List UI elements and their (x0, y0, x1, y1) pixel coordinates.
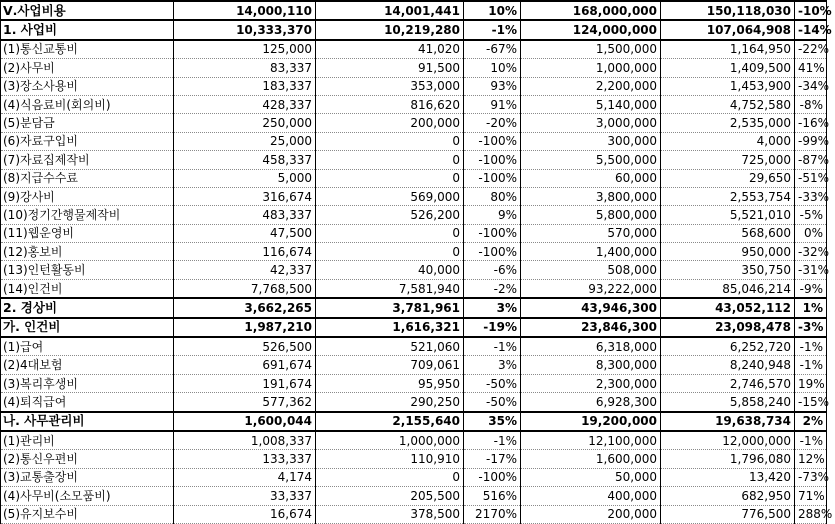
cell-row-label[interactable]: (4)퇴직급여 (1, 393, 174, 412)
table-row[interactable] (1, 206, 827, 224)
cell-value-3[interactable]: 124,000,000 (521, 20, 661, 39)
cell-row-label[interactable]: (8)지급수수료 (1, 169, 174, 187)
cell-value-4[interactable]: 682,950 (661, 487, 795, 505)
budget-table-body (1, 1, 833, 523)
cell-value-3[interactable]: 8,300,000 (521, 356, 661, 374)
table-row[interactable] (1, 356, 827, 374)
cell-percent-1[interactable]: 91% (464, 95, 521, 113)
cell-value-1[interactable]: 7,768,500 (174, 279, 316, 298)
cell-value-3[interactable]: 2,200,000 (521, 77, 661, 95)
cell-percent-2[interactable]: -10% (795, 1, 827, 20)
cell-value-4[interactable]: 950,000 (661, 243, 795, 261)
cell-row-label[interactable]: (7)자료집제작비 (1, 151, 174, 169)
cell-value-3[interactable]: 50,000 (521, 468, 661, 486)
cell-value-1[interactable]: 25,000 (174, 132, 316, 150)
cell-value-1[interactable]: 428,337 (174, 95, 316, 113)
cell-value-1[interactable]: 14,000,110 (174, 1, 316, 20)
cell-row-label[interactable]: 가. 인건비 (1, 318, 174, 337)
cell-value-3[interactable]: 1,400,000 (521, 243, 661, 261)
cell-row-label[interactable]: (1)관리비 (1, 431, 174, 450)
cell-percent-1[interactable]: 10% (464, 59, 521, 77)
cell-value-2[interactable]: 709,061 (316, 356, 464, 374)
table-row[interactable] (1, 151, 827, 169)
cell-value-1[interactable]: 42,337 (174, 261, 316, 279)
table-row[interactable] (1, 337, 827, 356)
cell-row-label[interactable]: (1)통신교통비 (1, 40, 174, 59)
cell-value-3[interactable]: 200,000 (521, 505, 661, 523)
table-row[interactable] (1, 487, 827, 505)
cell-value-2[interactable]: 0 (316, 132, 464, 150)
cell-percent-1[interactable]: 10% (464, 1, 521, 20)
cell-percent-1[interactable]: -100% (464, 169, 521, 187)
table-row[interactable] (1, 505, 827, 523)
cell-value-4[interactable]: 1,164,950 (661, 40, 795, 59)
cell-value-4[interactable]: 23,098,478 (661, 318, 795, 337)
cell-value-2[interactable]: 0 (316, 151, 464, 169)
cell-value-2[interactable]: 521,060 (316, 337, 464, 356)
cell-percent-2[interactable]: 71% (795, 487, 827, 505)
cell-value-2[interactable]: 40,000 (316, 261, 464, 279)
cell-value-1[interactable]: 33,337 (174, 487, 316, 505)
cell-value-4[interactable]: 13,420 (661, 468, 795, 486)
cell-value-1[interactable]: 483,337 (174, 206, 316, 224)
cell-value-1[interactable]: 1,600,044 (174, 412, 316, 431)
table-row[interactable] (1, 169, 827, 187)
cell-percent-1[interactable]: -17% (464, 450, 521, 468)
cell-value-1[interactable]: 83,337 (174, 59, 316, 77)
table-row[interactable] (1, 431, 827, 450)
cell-percent-1[interactable]: -20% (464, 114, 521, 132)
cell-percent-2[interactable]: -87% (795, 151, 827, 169)
cell-percent-1[interactable]: -2% (464, 279, 521, 298)
table-row[interactable] (1, 59, 827, 77)
cell-value-3[interactable]: 6,318,000 (521, 337, 661, 356)
cell-value-4[interactable]: 19,638,734 (661, 412, 795, 431)
cell-percent-1[interactable]: -6% (464, 261, 521, 279)
cell-percent-2[interactable]: -99% (795, 132, 827, 150)
cell-value-3[interactable]: 2,300,000 (521, 374, 661, 392)
cell-row-label[interactable]: (2)4대보험 (1, 356, 174, 374)
cell-value-1[interactable]: 250,000 (174, 114, 316, 132)
cell-percent-2[interactable]: -31% (795, 261, 827, 279)
cell-row-label[interactable]: (2)사무비 (1, 59, 174, 77)
cell-percent-1[interactable]: 516% (464, 487, 521, 505)
cell-percent-2[interactable]: -51% (795, 169, 827, 187)
cell-row-label[interactable]: (3)장소사용비 (1, 77, 174, 95)
cell-percent-2[interactable]: -8% (795, 95, 827, 113)
cell-percent-2[interactable]: -1% (795, 431, 827, 450)
table-row[interactable] (1, 187, 827, 205)
cell-value-4[interactable]: 776,500 (661, 505, 795, 523)
cell-value-3[interactable]: 43,946,300 (521, 298, 661, 317)
cell-row-label[interactable]: (9)강사비 (1, 187, 174, 205)
cell-value-2[interactable]: 1,616,321 (316, 318, 464, 337)
cell-value-3[interactable]: 93,222,000 (521, 279, 661, 298)
cell-value-2[interactable]: 200,000 (316, 114, 464, 132)
cell-value-1[interactable]: 577,362 (174, 393, 316, 412)
cell-value-4[interactable]: 150,118,030 (661, 1, 795, 20)
cell-value-2[interactable]: 353,000 (316, 77, 464, 95)
table-section-row[interactable] (1, 1, 827, 20)
cell-percent-2[interactable]: -5% (795, 206, 827, 224)
cell-value-1[interactable]: 4,174 (174, 468, 316, 486)
cell-value-2[interactable]: 14,001,441 (316, 1, 464, 20)
cell-percent-2[interactable]: -15% (795, 393, 827, 412)
cell-percent-1[interactable]: -100% (464, 151, 521, 169)
cell-value-3[interactable]: 3,800,000 (521, 187, 661, 205)
table-row[interactable] (1, 374, 827, 392)
cell-value-4[interactable]: 29,650 (661, 169, 795, 187)
cell-percent-2[interactable]: -32% (795, 243, 827, 261)
table-row[interactable] (1, 393, 827, 412)
cell-percent-1[interactable]: -1% (464, 431, 521, 450)
cell-percent-2[interactable]: -33% (795, 187, 827, 205)
cell-row-label[interactable]: (4)식음료비(회의비) (1, 95, 174, 113)
cell-value-4[interactable]: 107,064,908 (661, 20, 795, 39)
cell-row-label[interactable]: (13)인턴활동비 (1, 261, 174, 279)
cell-row-label[interactable]: (1)급여 (1, 337, 174, 356)
cell-value-4[interactable]: 8,240,948 (661, 356, 795, 374)
cell-value-4[interactable]: 2,553,754 (661, 187, 795, 205)
cell-value-4[interactable]: 1,409,500 (661, 59, 795, 77)
cell-percent-1[interactable]: 35% (464, 412, 521, 431)
cell-value-1[interactable]: 3,662,265 (174, 298, 316, 317)
cell-row-label[interactable]: (5)분담금 (1, 114, 174, 132)
cell-value-3[interactable]: 60,000 (521, 169, 661, 187)
cell-value-3[interactable]: 300,000 (521, 132, 661, 150)
cell-percent-1[interactable]: -19% (464, 318, 521, 337)
cell-percent-1[interactable]: 93% (464, 77, 521, 95)
cell-percent-1[interactable]: 3% (464, 356, 521, 374)
cell-value-2[interactable]: 526,200 (316, 206, 464, 224)
cell-percent-1[interactable]: -1% (464, 20, 521, 39)
cell-value-2[interactable]: 0 (316, 243, 464, 261)
cell-value-4[interactable]: 2,535,000 (661, 114, 795, 132)
cell-percent-2[interactable]: -73% (795, 468, 827, 486)
cell-value-2[interactable]: 290,250 (316, 393, 464, 412)
cell-value-1[interactable]: 125,000 (174, 40, 316, 59)
cell-value-2[interactable]: 205,500 (316, 487, 464, 505)
cell-row-label[interactable]: Ⅴ.사업비용 (1, 1, 174, 20)
cell-value-4[interactable]: 43,052,112 (661, 298, 795, 317)
cell-value-3[interactable]: 1,000,000 (521, 59, 661, 77)
cell-row-label[interactable]: 나. 사무관리비 (1, 412, 174, 431)
cell-percent-2[interactable]: -1% (795, 337, 827, 356)
cell-value-2[interactable]: 10,219,280 (316, 20, 464, 39)
cell-percent-2[interactable]: 1% (795, 298, 827, 317)
cell-row-label[interactable]: 2. 경상비 (1, 298, 174, 317)
cell-percent-2[interactable]: 0% (795, 224, 827, 242)
cell-value-4[interactable]: 6,252,720 (661, 337, 795, 356)
cell-percent-1[interactable]: -100% (464, 243, 521, 261)
cell-percent-1[interactable]: 80% (464, 187, 521, 205)
table-row[interactable] (1, 450, 827, 468)
cell-percent-2[interactable]: 12% (795, 450, 827, 468)
cell-value-2[interactable]: 110,910 (316, 450, 464, 468)
cell-percent-1[interactable]: -100% (464, 224, 521, 242)
cell-value-1[interactable]: 1,008,337 (174, 431, 316, 450)
cell-percent-1[interactable]: -1% (464, 337, 521, 356)
cell-value-1[interactable]: 526,500 (174, 337, 316, 356)
cell-row-label[interactable]: (12)홍보비 (1, 243, 174, 261)
cell-value-2[interactable]: 0 (316, 224, 464, 242)
cell-percent-2[interactable]: -34% (795, 77, 827, 95)
cell-row-label[interactable]: 1. 사업비 (1, 20, 174, 39)
cell-value-2[interactable]: 2,155,640 (316, 412, 464, 431)
cell-row-label[interactable]: (2)통신우편비 (1, 450, 174, 468)
cell-value-4[interactable]: 568,600 (661, 224, 795, 242)
cell-value-3[interactable]: 400,000 (521, 487, 661, 505)
cell-percent-2[interactable]: -9% (795, 279, 827, 298)
cell-row-label[interactable]: (10)정기간행물제작비 (1, 206, 174, 224)
cell-percent-2[interactable]: 288% (795, 505, 827, 523)
cell-value-2[interactable]: 378,500 (316, 505, 464, 523)
cell-row-label[interactable]: (3)복리후생비 (1, 374, 174, 392)
cell-value-4[interactable]: 2,746,570 (661, 374, 795, 392)
cell-value-4[interactable]: 12,000,000 (661, 431, 795, 450)
table-row[interactable] (1, 40, 827, 59)
cell-value-1[interactable]: 458,337 (174, 151, 316, 169)
cell-value-4[interactable]: 4,000 (661, 132, 795, 150)
cell-value-1[interactable]: 1,987,210 (174, 318, 316, 337)
cell-value-3[interactable]: 5,500,000 (521, 151, 661, 169)
table-row[interactable] (1, 114, 827, 132)
table-section-row[interactable] (1, 412, 827, 431)
cell-value-3[interactable]: 6,928,300 (521, 393, 661, 412)
table-row[interactable] (1, 468, 827, 486)
table-row[interactable] (1, 279, 827, 298)
cell-value-1[interactable]: 183,337 (174, 77, 316, 95)
cell-value-1[interactable]: 116,674 (174, 243, 316, 261)
cell-row-label[interactable]: (4)사무비(소모품비) (1, 487, 174, 505)
table-row[interactable] (1, 132, 827, 150)
table-row[interactable] (1, 261, 827, 279)
cell-percent-1[interactable]: -50% (464, 393, 521, 412)
cell-value-4[interactable]: 350,750 (661, 261, 795, 279)
cell-value-1[interactable]: 316,674 (174, 187, 316, 205)
cell-value-3[interactable]: 3,000,000 (521, 114, 661, 132)
cell-percent-2[interactable]: -22% (795, 40, 827, 59)
cell-value-1[interactable]: 191,674 (174, 374, 316, 392)
cell-percent-2[interactable]: -16% (795, 114, 827, 132)
cell-value-3[interactable]: 508,000 (521, 261, 661, 279)
cell-value-2[interactable]: 0 (316, 169, 464, 187)
cell-percent-1[interactable]: -100% (464, 132, 521, 150)
cell-value-4[interactable]: 725,000 (661, 151, 795, 169)
cell-value-4[interactable]: 4,752,580 (661, 95, 795, 113)
cell-value-1[interactable]: 133,337 (174, 450, 316, 468)
table-row[interactable] (1, 224, 827, 242)
cell-value-3[interactable]: 1,500,000 (521, 40, 661, 59)
cell-row-label[interactable]: (3)교통출장비 (1, 468, 174, 486)
cell-percent-1[interactable]: -100% (464, 468, 521, 486)
cell-value-3[interactable]: 168,000,000 (521, 1, 661, 20)
cell-percent-1[interactable]: 9% (464, 206, 521, 224)
cell-value-2[interactable]: 91,500 (316, 59, 464, 77)
cell-value-3[interactable]: 570,000 (521, 224, 661, 242)
cell-value-1[interactable]: 691,674 (174, 356, 316, 374)
cell-value-2[interactable]: 95,950 (316, 374, 464, 392)
cell-value-2[interactable]: 7,581,940 (316, 279, 464, 298)
cell-value-1[interactable]: 47,500 (174, 224, 316, 242)
cell-value-2[interactable]: 1,000,000 (316, 431, 464, 450)
cell-value-2[interactable]: 41,020 (316, 40, 464, 59)
cell-value-3[interactable]: 23,846,300 (521, 318, 661, 337)
cell-percent-2[interactable]: 41% (795, 59, 827, 77)
cell-value-3[interactable]: 1,600,000 (521, 450, 661, 468)
cell-row-label[interactable]: (5)유지보수비 (1, 505, 174, 523)
table-section-row[interactable] (1, 20, 827, 39)
cell-value-1[interactable]: 10,333,370 (174, 20, 316, 39)
cell-percent-2[interactable]: 19% (795, 374, 827, 392)
table-section-row[interactable] (1, 318, 827, 337)
cell-value-1[interactable]: 5,000 (174, 169, 316, 187)
table-section-row[interactable] (1, 298, 827, 317)
cell-value-3[interactable]: 5,140,000 (521, 95, 661, 113)
cell-row-label[interactable]: (11)웹운영비 (1, 224, 174, 242)
cell-value-4[interactable]: 5,521,010 (661, 206, 795, 224)
cell-row-label[interactable]: (6)자료구입비 (1, 132, 174, 150)
cell-value-3[interactable]: 5,800,000 (521, 206, 661, 224)
cell-value-3[interactable]: 12,100,000 (521, 431, 661, 450)
cell-value-3[interactable]: 19,200,000 (521, 412, 661, 431)
cell-percent-2[interactable]: -14% (795, 20, 827, 39)
cell-value-4[interactable]: 5,858,240 (661, 393, 795, 412)
cell-percent-1[interactable]: 2170% (464, 505, 521, 523)
cell-row-label[interactable]: (14)인건비 (1, 279, 174, 298)
cell-percent-1[interactable]: 3% (464, 298, 521, 317)
cell-value-2[interactable]: 569,000 (316, 187, 464, 205)
cell-value-2[interactable]: 3,781,961 (316, 298, 464, 317)
cell-value-2[interactable]: 816,620 (316, 95, 464, 113)
table-row[interactable] (1, 243, 827, 261)
table-row[interactable] (1, 77, 827, 95)
cell-value-4[interactable]: 1,453,900 (661, 77, 795, 95)
cell-value-2[interactable]: 0 (316, 468, 464, 486)
table-row[interactable] (1, 95, 827, 113)
cell-percent-2[interactable]: 2% (795, 412, 827, 431)
cell-value-1[interactable]: 16,674 (174, 505, 316, 523)
cell-value-4[interactable]: 85,046,214 (661, 279, 795, 298)
cell-percent-1[interactable]: -67% (464, 40, 521, 59)
cell-percent-1[interactable]: -50% (464, 374, 521, 392)
cell-value-4[interactable]: 1,796,080 (661, 450, 795, 468)
cell-percent-2[interactable]: -3% (795, 318, 827, 337)
cell-percent-2[interactable]: -1% (795, 356, 827, 374)
